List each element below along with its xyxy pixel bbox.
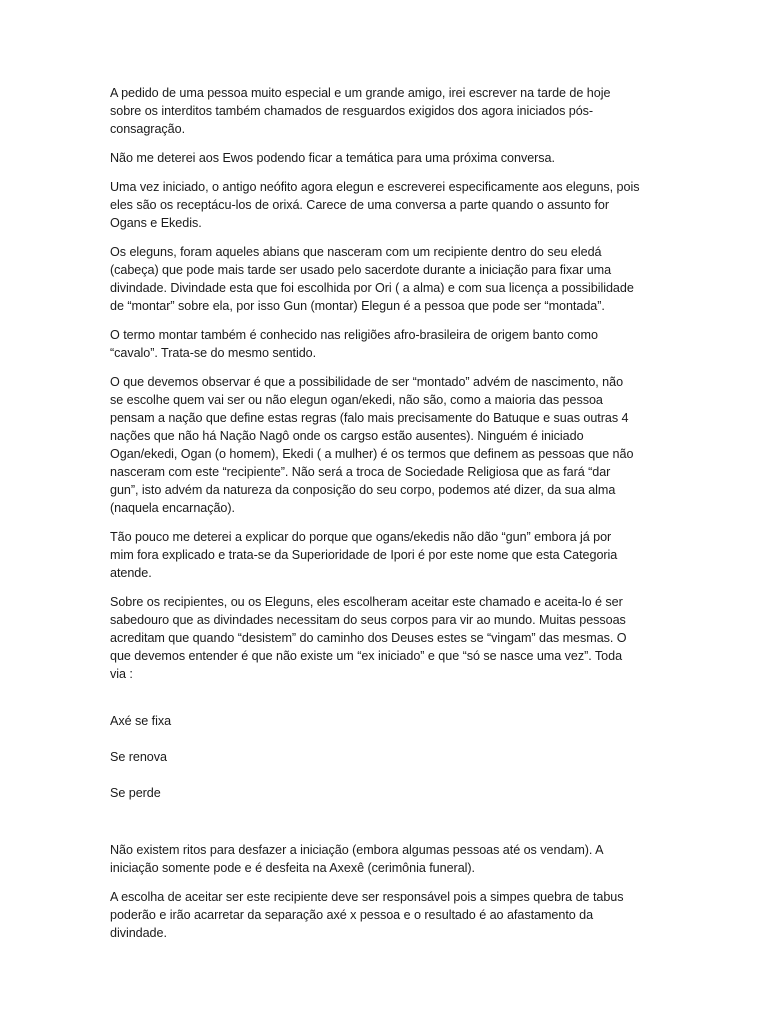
- axe-line-fixa: Axé se fixa: [110, 714, 172, 728]
- paragraph-escolha: A escolha de aceitar ser este recipiente deve ser responsável pois a simpes quebra de tabus poderão e irão acarretar da separação axé x pessoa e o resultado é ao afastamento da divindade.: [110, 890, 624, 940]
- axe-line-renova: Se renova: [110, 750, 167, 764]
- paragraph-nascimento: O que devemos observar é que a possibilidade de ser “montado” advém de nascimento, não se escolhe quem vai ser ou não elegun ogan/ekedi, não são, como a maioria das pessoa pensam a nação que define estas regras (falo mais precisamente do Batuque e suas outras 4 nações que não há Nação Nagô onde os cargso estão ausentes). Ninguém é iniciado Ogan/ekedi, Ogan (o homem), Ekedi ( a mulher) é os termos que definem as pessoas que não nasceram com este “recipiente”. Não será a troca de Sociedade Religiosa que as fará “dar gun”, isto advém da natureza da conposição do seu corpo, podemos até dizer, da sua alma (naquela encarnação).: [110, 375, 634, 515]
- paragraph-ewos: Não me deterei aos Ewos podendo ficar a temática para uma próxima conversa.: [110, 151, 555, 165]
- axe-line-perde: Se perde: [110, 786, 161, 800]
- paragraph-intro: A pedido de uma pessoa muito especial e um grande amigo, irei escrever na tarde de hoje sobre os interditos também chamados de resguardos exigidos dos agora iniciados pós- consagração.: [110, 86, 611, 136]
- axe-list: [110, 694, 660, 820]
- paragraph-recipientes: Sobre os recipientes, ou os Eleguns, eles escolheram aceitar este chamado e aceita-lo é ser sabedouro que as divindades necessitam do seus corpos para vir ao mundo. Muitas pessoas acreditam que quando “desistem” do caminho dos Deuses estes se “vingam” das mesmas. O que devemos entender é que não existe um “ex iniciado” e que “só se nasce uma vez”. Toda via :: [110, 595, 627, 681]
- document-body: [110, 84, 660, 953]
- paragraph-elegun: Uma vez iniciado, o antigo neófito agora elegun e escreverei especificamente aos eleguns, pois eles são os receptácu-los de orixá. Carece de uma conversa a parte quando o assunto for Ogans e Ekedis.: [110, 180, 640, 230]
- paragraph-montar: O termo montar também é conhecido nas religiões afro-brasileira de origem banto como “cavalo”. Trata-se do mesmo sentido.: [110, 328, 598, 360]
- paragraph-eleguns-definition: Os eleguns, foram aqueles abians que nasceram com um recipiente dentro do seu eledá (cabeça) que pode mais tarde ser usado pelo sacerdote durante a iniciação para fixar uma divindade. Divindade esta que foi escolhida por Ori ( a alma) e com sua licença a possibilidade de “montar” sobre ela, por isso Gun (montar) Elegun é a pessoa que pode ser “montada”.: [110, 245, 634, 313]
- paragraph-ipori: Tão pouco me deterei a explicar do porque que ogans/ekedis não dão “gun” embora já por mim fora explicado e trata-se da Superioridade de Ipori é por este nome que esta Categoria atende.: [110, 530, 618, 580]
- paragraph-ritos: Não existem ritos para desfazer a iniciação (embora algumas pessoas até os vendam). A iniciação somente pode e é desfeita na Axexê (cerimônia funeral).: [110, 843, 604, 875]
